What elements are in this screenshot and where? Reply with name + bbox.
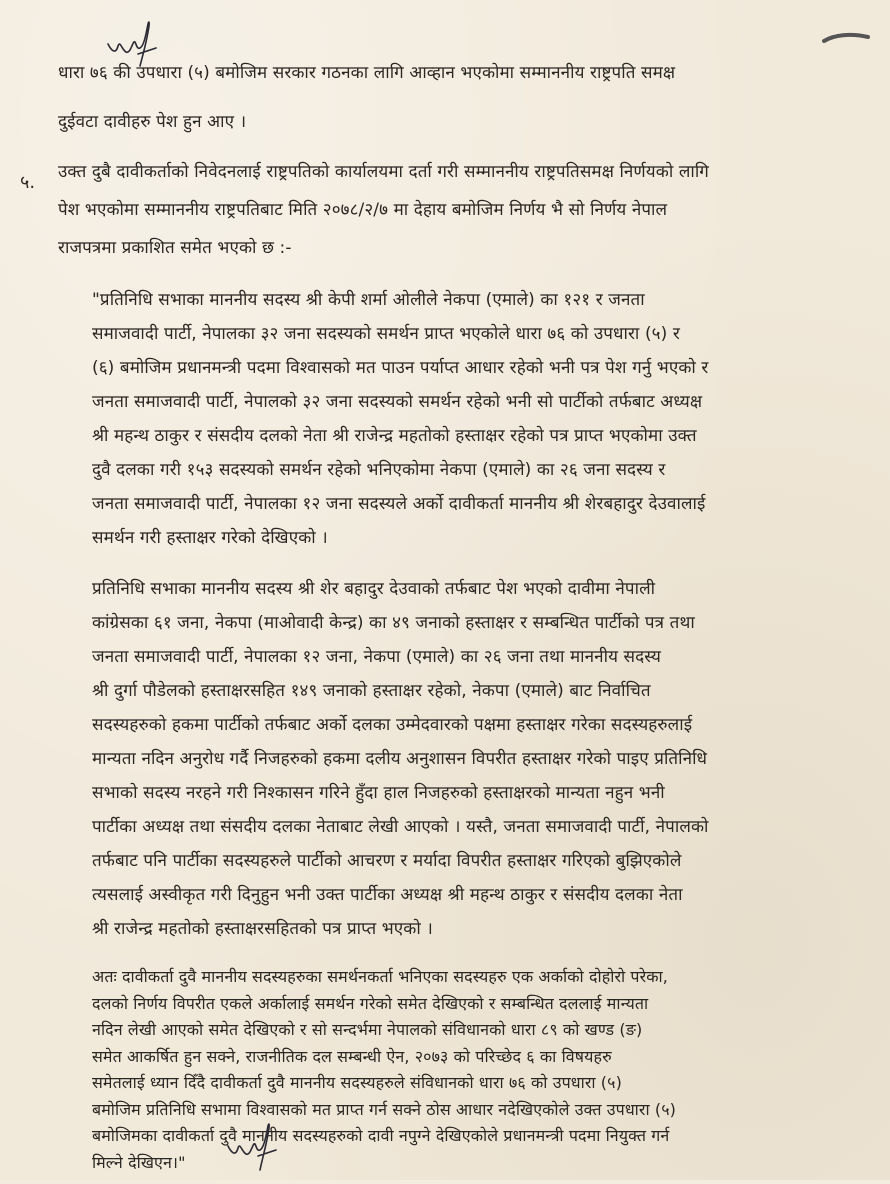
quote-line: समर्थन गरी हस्ताक्षर गरेको देखिएको ।: [92, 528, 328, 548]
paragraph-line: पेश भएकोमा सम्माननीय राष्ट्रपतिबाट मिति २०७८/२/७ मा देहाय बमोजिम निर्णय भै सो निर्णय नेपाल: [58, 200, 668, 220]
intro-line: धारा ७६ की उपधारा (५) बमोजिम सरकार गठनका लागि आव्हान भएकोमा सम्माननीय राष्ट्रपति समक्ष: [58, 63, 676, 83]
quote-line: जनता समाजवादी पार्टी, नेपालका १२ जना सदस्यले अर्को दावीकर्ता माननीय श्री शेरबहादुर देउवालाई: [92, 494, 706, 514]
quote-line: तर्फबाट पनि पार्टीका सदस्यहरुले पार्टीको आचरण र मर्यादा विपरीत हस्ताक्षर गरिएको बुझिएकोले: [92, 851, 682, 871]
paragraph-number: ५.: [20, 172, 36, 193]
quote-line: (६) बमोजिम प्रधानमन्त्री पदमा विश्वासको मत पाउन पर्याप्त आधार रहेको भनी पत्र पेश गर्नु भएको र: [92, 358, 709, 378]
quote-line: मान्यता नदिन अनुरोध गर्दै निजहरुको हकमा दलीय अनुशासन विपरीत हस्ताक्षर गरेको पाइए प्रतिनिधि: [92, 749, 708, 769]
quote-line: बमोजिमका दावीकर्ता दुवै माननीय सदस्यहरुको दावी नपुग्ने देखिएकोले प्रधानमन्त्री पदमा नियुक्त गर्न: [92, 1126, 670, 1145]
paragraph-line: उक्त दुबै दावीकर्ताको निवेदनलाई राष्ट्रपतिको कार्यालयमा दर्ता गरी सम्माननीय राष्ट्रपतिसमक्ष निर्णयको लागि: [58, 162, 709, 182]
quote-line: मिल्ने देखिएन।": [92, 1153, 186, 1172]
quote-line: नदिन लेखी आएको समेत देखिएको र सो सन्दर्भमा नेपालको संविधानको धारा ८९ को खण्ड (ङ): [92, 1020, 643, 1039]
handwritten-signature-bottom: [224, 1120, 284, 1180]
intro-line: दुईवटा दावीहरु पेश हुन आए ।: [58, 112, 247, 132]
quote-line: प्रतिनिधि सभाका माननीय सदस्य श्री शेर बहादुर देउवाको तर्फबाट पेश भएको दावीमा नेपाली: [92, 579, 656, 599]
quote-line: समेतलाई ध्यान दिँदै दावीकर्ता दुवै माननीय सदस्यहरुले संविधानको धारा ७६ को उपधारा (५): [92, 1073, 622, 1092]
quote-line: दुवै दलका गरी १५३ सदस्यको समर्थन रहेको भनिएकोमा नेकपा (एमाले) का २६ जना सदस्य र: [92, 460, 666, 480]
ink-smudge-mark: [822, 30, 870, 44]
quote-line: श्री राजेन्द्र महतोको हस्ताक्षरसहितको पत्र प्राप्त भएको ।: [92, 919, 433, 939]
quote-line: त्यसलाई अस्वीकृत गरी दिनुहुन भनी उक्त पार्टीका अध्यक्ष श्री महन्थ ठाकुर र संसदीय दलका नेता: [92, 885, 683, 905]
quote-line: दलको निर्णय विपरीत एकले अर्कालाई समर्थन गरेको समेत देखिएको र सम्बन्धित दललाई मान्यता: [92, 994, 649, 1013]
quote-line: जनता समाजवादी पार्टी, नेपालका १२ जना, नेकपा (एमाले) का २६ जना तथा माननीय सदस्य: [92, 647, 661, 667]
quote-line: श्री दुर्गा पौडेलको हस्ताक्षरसहित १४९ जनाको हस्ताक्षर रहेको, नेकपा (एमाले) बाट निर्वाचित: [92, 681, 651, 701]
quote-line: श्री महन्थ ठाकुर र संसदीय दलको नेता श्री राजेन्द्र महतोको हस्ताक्षर रहेको पत्र प्राप्त भएकोमा उक्त: [92, 426, 697, 446]
quote-line: कांग्रेसका ६१ जना, नेकपा (माओवादी केन्द्र) का ४९ जनाको हस्ताक्षर र सम्बन्धित पार्टीको पत्र तथा: [92, 613, 695, 633]
quote-line: सदस्यहरुको हकमा पार्टीको तर्फबाट अर्को दलका उम्मेदवारको पक्षमा हस्ताक्षर गरेका सदस्यहरुलाई: [92, 715, 693, 735]
quote-line: समेत आकर्षित हुन सक्ने, राजनीतिक दल सम्बन्धी ऐन, २०७३ को परिच्छेद ६ का विषयहरु: [92, 1047, 612, 1066]
quote-line: समाजवादी पार्टी, नेपालका ३२ जना सदस्यको समर्थन प्राप्त भएकोले धारा ७६ को उपधारा (५) र: [92, 324, 680, 344]
quote-line: जनता समाजवादी पार्टी, नेपालको ३२ जना सदस्यको समर्थन रहेको भनी सो पार्टीको तर्फबाट अध्यक्ष: [92, 392, 703, 412]
quote-line: सभाको सदस्य नरहने गरी निश्कासन गरिने हुँदा हाल निजहरुको हस्ताक्षरको मान्यता नहुन भनी: [92, 783, 665, 803]
quote-line: बमोजिम प्रतिनिधि सभामा विश्वासको मत प्राप्त गर्न सक्ने ठोस आधार नदेखिएकोले उक्त उपधारा (५): [92, 1100, 676, 1119]
paragraph-line: राजपत्रमा प्रकाशित समेत भएको छ :-: [58, 238, 292, 258]
quote-line: "प्रतिनिधि सभाका माननीय सदस्य श्री केपी शर्मा ओलीले नेकपा (एमाले) का १२१ र जनता: [92, 290, 645, 310]
quote-line: अतः दावीकर्ता दुवै माननीय सदस्यहरुका समर्थनकर्ता भनिएका सदस्यहरु एक अर्काको दोहोरो परेका,: [92, 967, 668, 986]
quote-line: पार्टीका अध्यक्ष तथा संसदीय दलका नेताबाट लेखी आएको । यस्तै, जनता समाजवादी पार्टी, नेपालको: [92, 817, 709, 837]
